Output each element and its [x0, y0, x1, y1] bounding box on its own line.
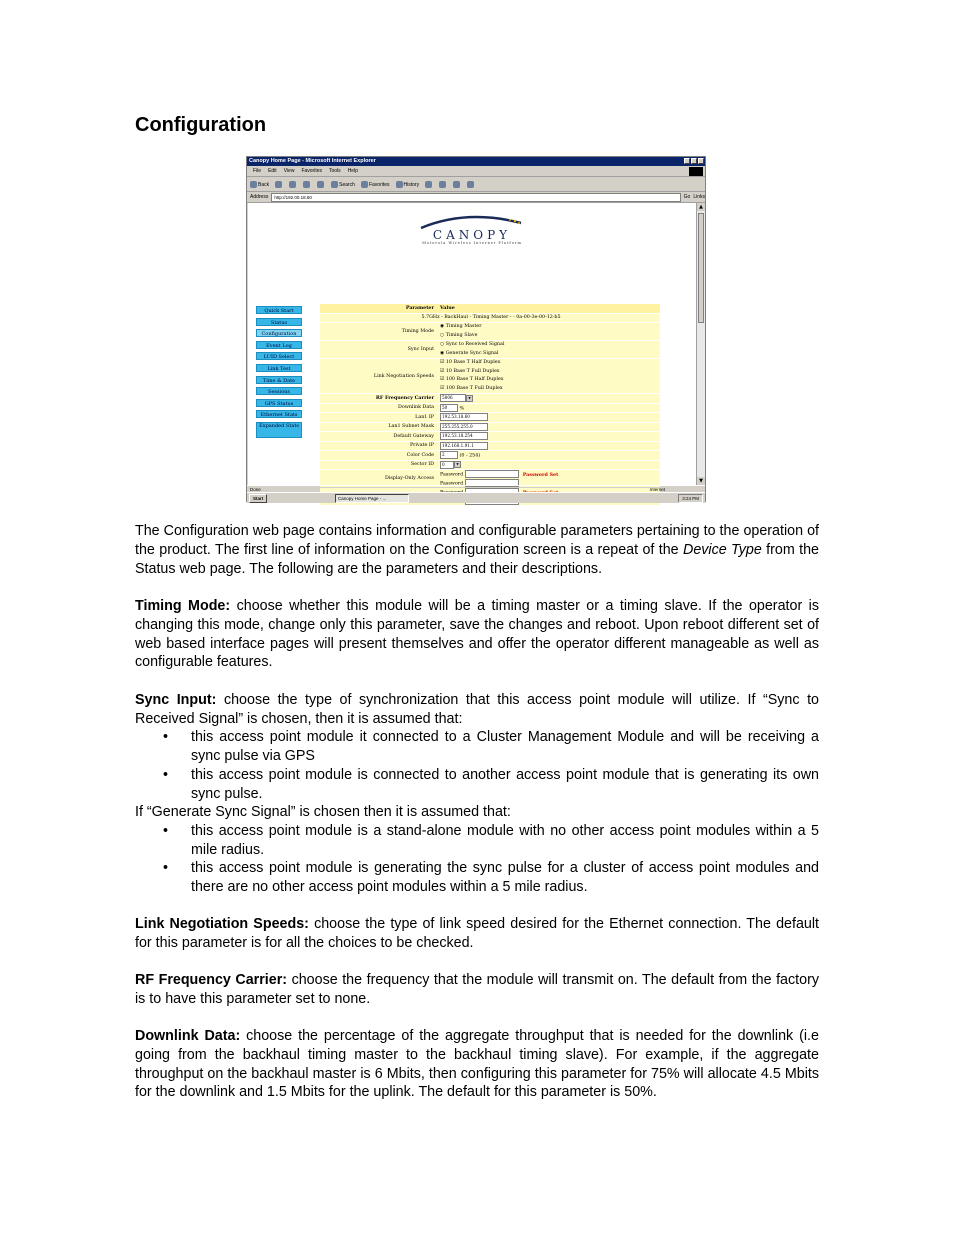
sync-received-label: Sync to Received Signal	[445, 342, 505, 347]
link-100-full-checkbox[interactable]: ☑ 100 Base T Full Duplex	[440, 385, 503, 391]
timing-master-label: Timing Master	[445, 324, 482, 329]
downlink-term: Downlink Data:	[135, 1028, 241, 1044]
list-item	[163, 766, 819, 804]
taskbar-item[interactable]: Canopy Home Page - ...	[335, 494, 409, 503]
gateway-row	[320, 432, 660, 441]
downlink-body: choose the percentage of the aggregate throughput that is needed for the downlink (i.e going from the backhaul timing master to the backhaul timing slave). For example, if the aggregate throughput on the backhaul master is 6 Mbits, then configuring this parameter for 75% will allocate 4.5 Mbits for the downlink and 1.5 Mbits for the uplink. The default for this parameter is 50%.	[135, 1028, 819, 1101]
private-ip-row	[320, 442, 660, 451]
sync-input-body: choose the type of synchronization that this access point module will utilize. If “Sync to Received Signal” is chosen, then it is assumed that:	[135, 692, 819, 727]
device-type-value: 5.7GHz - BackHaul - Timing Master - - 0a-00-3e-00-12-b5	[421, 314, 561, 320]
address-bar	[247, 192, 705, 203]
rf-label: RF Frequency Carrier	[375, 395, 434, 402]
link-speeds-label: Link Negotiation Speeds	[373, 373, 434, 379]
nav-sessions[interactable]: Sessions	[256, 387, 302, 395]
canopy-logo	[412, 215, 532, 245]
address-input[interactable]: http://192.00.18.60	[271, 193, 680, 202]
status-zone: Internet	[649, 487, 665, 492]
sector-select[interactable]: 0	[440, 461, 454, 469]
history-button[interactable]	[396, 181, 420, 188]
timing-mode-label: Timing Mode	[401, 329, 434, 334]
address-label: Address	[250, 194, 269, 200]
sync-generate-radio[interactable]: ◉ Generate Sync Signal	[440, 350, 499, 356]
header-value: Value	[440, 305, 455, 311]
scroll-thumb[interactable]	[698, 213, 704, 323]
list-item	[163, 859, 819, 897]
intro-text-2: from the Status web page. The following are the parameters and their descriptions.	[135, 541, 819, 577]
logo-subtitle: Motorola Wireless Internet Platform	[422, 241, 522, 245]
taskbar	[247, 492, 705, 503]
nav-expanded-stats[interactable]: Expanded Stats	[256, 422, 302, 438]
search-label: Search	[339, 181, 355, 188]
bullet-icon: •	[163, 729, 169, 745]
logo-swoosh-icon	[417, 215, 527, 229]
downlink-paragraph	[135, 1027, 819, 1102]
menu-file[interactable]: File	[253, 168, 262, 174]
start-button[interactable]: Start	[249, 494, 267, 503]
home-icon[interactable]	[317, 181, 324, 188]
sync-input-label: Sync Input	[407, 347, 434, 352]
lan1-mask-label: Lan1 Subnet Mask	[388, 424, 434, 430]
menu-edit[interactable]: Edit	[268, 168, 277, 174]
config-table	[320, 304, 660, 506]
timing-mode-paragraph	[135, 597, 819, 672]
close-icon[interactable]	[698, 158, 704, 164]
bullet-icon: •	[163, 823, 169, 839]
menu-help[interactable]: Help	[347, 168, 358, 174]
help-icon[interactable]	[467, 181, 474, 188]
timing-mode-body: choose whether this module will be a timing master or a timing slave. If the operator is changing this mode, change only this parameter, save the changes and reboot. Upon reboot different set of web based interface pages will present themselves and offer the operator different manageable as well as configurable features.	[135, 598, 819, 671]
generate-sync-paragraph: If “Generate Sync Signal” is chosen then it is assumed that:	[135, 804, 511, 820]
nav-event-log[interactable]: Event Log	[256, 341, 302, 349]
lan1-mask-row	[320, 423, 660, 432]
page-viewport	[248, 203, 698, 485]
rf-select[interactable]: 5806	[440, 394, 466, 402]
search-button[interactable]	[331, 181, 355, 188]
lan1-mask-input[interactable]: 255.255.255.0	[440, 423, 488, 431]
timing-mode-row	[320, 323, 660, 340]
downlink-input[interactable]: 50	[440, 404, 458, 412]
rf-row	[320, 394, 660, 403]
device-type-row	[320, 314, 660, 323]
browser-titlebar	[247, 157, 705, 166]
bullet-icon: •	[163, 860, 169, 876]
list-item	[163, 822, 819, 860]
display-password-label: Password	[440, 472, 464, 478]
display-password-set: Password Set	[522, 471, 559, 478]
back-label: Back	[258, 181, 270, 188]
browser-toolbar	[247, 177, 705, 192]
link-10-full-checkbox[interactable]: ☑ 10 Base T Full Duplex	[440, 368, 500, 374]
link-100-half-checkbox[interactable]: ☑ 100 Base T Half Duplex	[440, 377, 504, 382]
favorites-icon	[361, 181, 368, 188]
menu-favorites[interactable]: Favorites	[301, 168, 322, 174]
header-parameter: Parameter	[405, 305, 434, 312]
bullet-text: this access point module it connected to a Cluster Management Module and will be receiving a sync pulse via GPS	[191, 729, 819, 764]
history-icon	[396, 181, 403, 188]
mail-icon[interactable]	[425, 181, 432, 188]
link-100-half-label: 100 Base T Half Duplex	[445, 377, 504, 382]
color-code-label: Color Code	[406, 452, 434, 458]
sync-generate-label: Generate Sync Signal	[445, 350, 499, 356]
sync-received-radio[interactable]: ○ Sync to Received Signal	[440, 342, 505, 347]
link-speeds-body: choose the type of link speed desired for the Ethernet connection. The default for this parameter is for all the choices to be checked.	[135, 916, 820, 951]
refresh-icon[interactable]	[303, 181, 310, 188]
favorites-label: Favorites	[368, 181, 390, 188]
lan1-ip-row	[320, 413, 660, 422]
timing-slave-radio[interactable]: ○ Timing Slave	[440, 332, 478, 338]
link-speeds-paragraph	[135, 915, 819, 953]
menu-view[interactable]: View	[283, 168, 295, 174]
print-icon[interactable]	[439, 181, 446, 188]
display-password-input[interactable]	[465, 470, 519, 478]
logo-text: CANOPY	[432, 228, 512, 242]
nav-configuration[interactable]: Configuration	[256, 329, 302, 337]
gateway-input[interactable]: 192.53.18.254	[440, 432, 488, 440]
favorites-button[interactable]	[361, 181, 390, 188]
bullet-text: this access point module is connected to another access point module that is generating its own sync pulse.	[191, 767, 819, 802]
lan1-ip-input[interactable]: 192.53.18.60	[440, 413, 488, 421]
scroll-up-icon[interactable]: ▲	[697, 203, 705, 211]
link-speeds-row	[320, 359, 660, 393]
intro-paragraph	[135, 522, 819, 578]
menu-bar	[247, 166, 705, 177]
nav-quick-start[interactable]: Quick Start	[256, 306, 302, 314]
menu-tools[interactable]: Tools	[329, 168, 341, 174]
bullet-text: this access point module is generating the sync pulse for a cluster of access point modules and there are no other access point modules within a 5 mile radius.	[191, 860, 819, 895]
windows-logo-icon	[689, 167, 703, 176]
edit-icon[interactable]	[453, 181, 460, 188]
history-label: History	[403, 181, 420, 188]
bullet-text: this access point module is a stand-alone module with no other access point modules within a 5 mile radius.	[191, 823, 819, 858]
sync-input-row	[320, 341, 660, 358]
table-header	[320, 304, 660, 313]
go-button[interactable]: Go	[683, 194, 691, 200]
chevron-down-icon[interactable]: ▼	[454, 461, 461, 468]
rf-body: choose the frequency that the module will transmit on. The default from the factory is to have this parameter set to none.	[135, 972, 819, 1007]
vertical-scrollbar[interactable]	[696, 203, 705, 485]
window-title: Canopy Home Page - Microsoft Internet Explorer	[249, 158, 376, 164]
stop-icon[interactable]	[289, 181, 296, 188]
search-icon	[331, 181, 338, 188]
browser-screenshot	[246, 156, 706, 502]
link-speeds-term: Link Negotiation Speeds:	[135, 916, 309, 932]
lan1-ip-label: Lan1 IP	[415, 414, 434, 420]
downlink-unit: %	[459, 406, 465, 411]
maximize-icon[interactable]	[691, 158, 697, 164]
downlink-row	[320, 404, 660, 413]
nav-link-test[interactable]: Link Test	[256, 364, 302, 372]
sector-label: Sector ID	[410, 462, 434, 468]
gateway-label: Default Gateway	[393, 433, 434, 439]
private-ip-label: Private IP	[409, 443, 434, 449]
forward-icon[interactable]	[275, 181, 282, 188]
nav-gps-status[interactable]: GPS Status	[256, 399, 302, 407]
link-10-half-label: 10 Base T Half Duplex	[445, 360, 501, 365]
nav-luid-select[interactable]: LUID Select	[256, 352, 302, 360]
timing-master-radio[interactable]: ◉ Timing Master	[440, 324, 482, 329]
links-button[interactable]: Links	[693, 194, 705, 200]
sector-row	[320, 461, 660, 470]
nav-ethernet-stats[interactable]: Ethernet Stats	[256, 410, 302, 418]
back-button[interactable]	[250, 181, 269, 188]
nav-column	[256, 306, 304, 442]
timing-mode-term: Timing Mode:	[135, 598, 231, 614]
sync-input-term: Sync Input:	[135, 692, 217, 708]
nav-status[interactable]: Status	[256, 318, 302, 326]
bullet-icon: •	[163, 767, 169, 783]
timing-slave-label: Timing Slave	[445, 332, 478, 338]
link-10-half-checkbox[interactable]: ☑ 10 Base T Half Duplex	[440, 360, 501, 365]
downlink-label: Downlink Data	[397, 405, 434, 411]
system-clock: 3:24 PM	[678, 494, 703, 503]
status-bar	[247, 485, 705, 492]
scroll-down-icon[interactable]: ▼	[697, 477, 705, 485]
minimize-icon[interactable]	[684, 158, 690, 164]
color-code-input[interactable]: 2	[440, 451, 458, 459]
link-10-full-label: 10 Base T Full Duplex	[445, 368, 500, 374]
sync-input-paragraph	[135, 691, 819, 729]
list-item	[163, 728, 819, 766]
color-code-range: (0 - 254)	[459, 453, 481, 459]
intro-device-type: Device Type	[683, 541, 762, 558]
display-password-confirm-label: Password	[440, 481, 464, 486]
intro-text-1: The Configuration web page contains information and configurable parameters pertaining to the operation of the product. The first line of information on the Configuration screen is a repeat of the	[135, 523, 819, 558]
link-100-full-label: 100 Base T Full Duplex	[445, 385, 503, 391]
chevron-down-icon[interactable]: ▼	[466, 395, 473, 402]
rf-paragraph	[135, 971, 819, 1009]
display-access-label: Display-Only Access	[384, 476, 434, 481]
private-ip-input[interactable]: 192.168.1.91.1	[440, 442, 488, 450]
back-arrow-icon	[250, 181, 257, 188]
status-text: Done	[250, 487, 261, 492]
nav-time-date[interactable]: Time & Date	[256, 376, 302, 384]
rf-term: RF Frequency Carrier:	[135, 972, 288, 988]
page-title: Configuration	[135, 114, 267, 136]
color-code-row	[320, 451, 660, 460]
